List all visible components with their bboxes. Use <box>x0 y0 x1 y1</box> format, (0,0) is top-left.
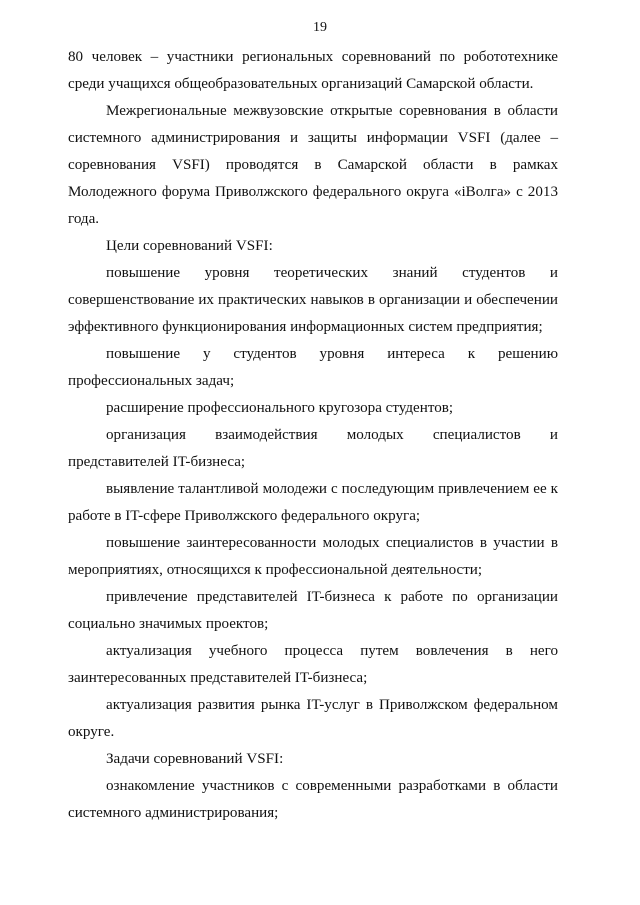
list-item-goal: актуализация учебного процесса путем вовлечения в него заинтересованных представителей IT-бизнеса; <box>68 643 558 686</box>
list-item-goal: организация взаимодействия молодых специалистов и представителей IT-бизнеса; <box>68 427 558 470</box>
page-number: 19 <box>313 20 327 35</box>
list-item-goal: выявление талантливой молодежи с последующим привлечением ее к работе в IT-сфере Приволжского федерального округа; <box>68 481 558 524</box>
list-item-goal: расширение профессионального кругозора студентов; <box>106 400 454 416</box>
list-item-goal: повышение заинтересованности молодых специалистов в участии в мероприятиях, относящихся к профессиональной деятельности; <box>68 535 558 578</box>
heading-tasks: Задачи соревнований VSFI: <box>106 751 284 767</box>
list-item-task: ознакомление участников с современными разработками в области системного администрирования; <box>68 778 558 821</box>
list-item-goal: привлечение представителей IT-бизнеса к работе по организации социально значимых проектов; <box>68 589 558 632</box>
document-body <box>68 44 558 827</box>
list-item-goal: актуализация развития рынка IT-услуг в Приволжском федеральном округе. <box>68 697 558 740</box>
heading-goals: Цели соревнований VSFI: <box>106 238 273 254</box>
paragraph-participants: 80 человек – участники региональных соревнований по робототехнике среди учащихся общеобразовательных организаций Самарской области. <box>68 49 558 92</box>
list-item-goal: повышение у студентов уровня интереса к решению профессиональных задач; <box>68 346 558 389</box>
list-item-goal: повышение уровня теоретических знаний студентов и совершенствование их практических навыков в организации и обеспечении эффективного функционирования информационных систем предприятия; <box>68 265 558 335</box>
paragraph-vsfi-intro: Межрегиональные межвузовские открытые соревнования в области системного администрирования и защиты информации VSFI (далее – соревнования VSFI) проводятся в Самарской области в рамках Молодежного форума Приволжского федерального округа «iВолга» с 2013 года. <box>68 103 558 227</box>
